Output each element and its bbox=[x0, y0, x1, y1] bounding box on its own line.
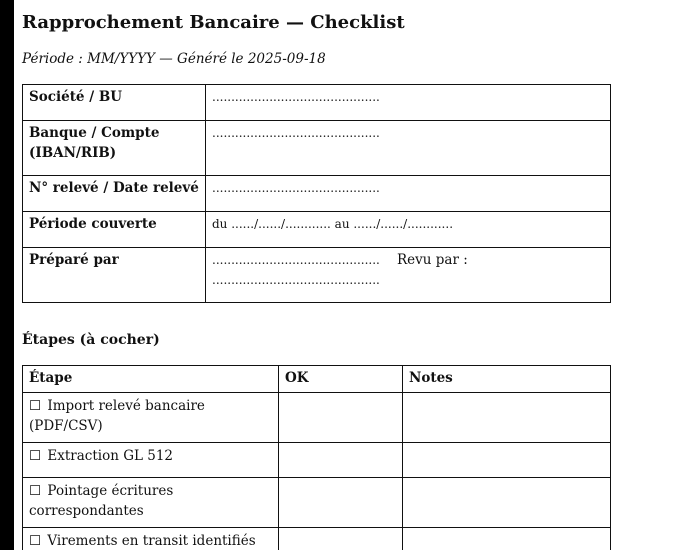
info-value[interactable] bbox=[206, 176, 611, 212]
info-row-prepared-by bbox=[23, 248, 611, 303]
info-value[interactable] bbox=[206, 212, 611, 248]
step-cell bbox=[23, 393, 279, 443]
step-label: Extraction GL 512 bbox=[47, 448, 174, 464]
checkbox-icon[interactable]: ☐ bbox=[29, 398, 42, 414]
ok-cell[interactable] bbox=[279, 443, 403, 478]
checkbox-icon[interactable]: ☐ bbox=[29, 448, 42, 464]
info-row-statement bbox=[23, 176, 611, 212]
notes-cell[interactable] bbox=[403, 393, 611, 443]
column-header-step: Étape bbox=[23, 366, 279, 393]
step-cell bbox=[23, 443, 279, 478]
step-label: Virements en transit identifiés bbox=[47, 533, 256, 549]
steps-header-row bbox=[23, 366, 611, 393]
info-label: Préparé par bbox=[23, 248, 206, 303]
notes-cell[interactable] bbox=[403, 528, 611, 550]
step-row bbox=[23, 528, 611, 550]
info-value[interactable] bbox=[206, 85, 611, 121]
ok-cell[interactable] bbox=[279, 528, 403, 550]
info-value[interactable] bbox=[206, 121, 611, 176]
step-label: Pointage écritures correspondantes bbox=[29, 483, 174, 519]
info-label: N° relevé / Date relevé bbox=[23, 176, 206, 212]
reviewed-by-label: Revu par : bbox=[397, 252, 468, 268]
left-margin-bar bbox=[0, 0, 14, 550]
step-row bbox=[23, 393, 611, 443]
info-row-company bbox=[23, 85, 611, 121]
ok-cell[interactable] bbox=[279, 478, 403, 528]
notes-cell[interactable] bbox=[403, 443, 611, 478]
info-label: Société / BU bbox=[23, 85, 206, 121]
column-header-notes: Notes bbox=[403, 366, 611, 393]
prepared-by-blank: ............................................ bbox=[212, 253, 380, 267]
steps-heading: Étapes (à cocher) bbox=[22, 332, 160, 348]
info-value-blank: ............................................ bbox=[212, 181, 380, 195]
step-row bbox=[23, 443, 611, 478]
step-label: Import relevé bancaire (PDF/CSV) bbox=[29, 398, 205, 434]
info-row-bank-account bbox=[23, 121, 611, 176]
ok-cell[interactable] bbox=[279, 393, 403, 443]
info-value-blank: ............................................ bbox=[212, 90, 380, 104]
step-cell bbox=[23, 528, 279, 550]
info-row-period bbox=[23, 212, 611, 248]
info-value[interactable] bbox=[206, 248, 611, 303]
page-title: Rapprochement Bancaire — Checklist bbox=[22, 12, 405, 33]
checkbox-icon[interactable]: ☐ bbox=[29, 533, 42, 549]
steps-table bbox=[22, 365, 611, 550]
notes-cell[interactable] bbox=[403, 478, 611, 528]
info-value-blank: ............................................ bbox=[212, 126, 380, 140]
reviewed-by-blank: ............................................ bbox=[212, 273, 380, 287]
page-subtitle: Période : MM/YYYY — Généré le 2025-09-18 bbox=[22, 51, 326, 67]
checkbox-icon[interactable]: ☐ bbox=[29, 483, 42, 499]
info-label: Période couverte bbox=[23, 212, 206, 248]
step-cell bbox=[23, 478, 279, 528]
info-value-blank: du ....../....../............ au ....../....../............ bbox=[212, 217, 454, 231]
info-label: Banque / Compte (IBAN/RIB) bbox=[23, 121, 206, 176]
column-header-ok: OK bbox=[279, 366, 403, 393]
info-table bbox=[22, 84, 611, 303]
step-row bbox=[23, 478, 611, 528]
